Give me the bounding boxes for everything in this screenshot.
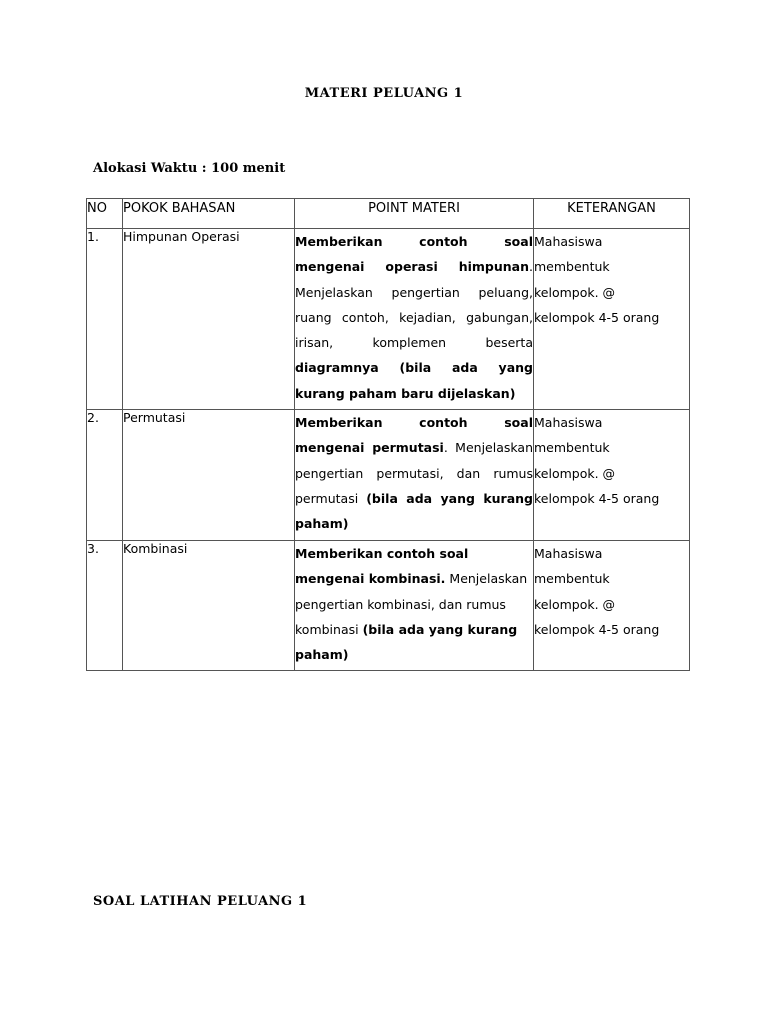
notes-line: membentuk — [534, 259, 610, 275]
material-text: . Menjelaskan pengertian peluang, ruang contoh, kejadian, gabungan, irisan, komplemen beserta — [295, 259, 533, 351]
notes-line: kelompok 4-5 orang — [534, 621, 660, 637]
row-material — [295, 541, 534, 671]
material-text: Menjelaskan pengertian kombinasi, dan rumus kombinasi — [295, 571, 528, 637]
row-topic: Permutasi — [123, 410, 295, 541]
material-text: . Menjelaskan pengertian permutasi, dan rumus permutasi — [295, 440, 533, 506]
materi-table — [86, 198, 690, 671]
header-keterangan: KETERANGAN — [534, 199, 690, 229]
row-notes — [534, 410, 690, 541]
notes-line: kelompok. @ — [534, 465, 616, 481]
notes-line: Mahasiswa — [534, 234, 603, 249]
material-bold-note: diagramnya (bila ada yang kurang paham baru dijelaskan) — [295, 360, 533, 401]
notes-line: membentuk — [534, 440, 610, 456]
notes-line: membentuk — [534, 571, 610, 587]
row-notes — [534, 541, 690, 671]
material-bold-note: (bila ada yang kurang paham) — [295, 490, 533, 532]
notes-line: kelompok 4-5 orang — [534, 490, 660, 506]
material-bold-lead: Memberikan contoh soal mengenai operasi himpunan — [295, 234, 533, 275]
material-bold-lead: Memberikan contoh soal mengenai kombinasi. — [295, 546, 469, 587]
page-title: MATERI PELUANG 1 — [304, 86, 464, 101]
row-material — [295, 229, 534, 410]
row-number: 3. — [87, 541, 123, 671]
header-point-materi: POINT MATERI — [295, 199, 534, 229]
time-allocation: Alokasi Waktu : 100 menit — [93, 161, 286, 176]
notes-line: kelompok. @ — [534, 284, 616, 300]
row-topic: Himpunan Operasi — [123, 229, 295, 410]
notes-line: kelompok 4-5 orang — [534, 309, 660, 325]
notes-line: Mahasiswa — [534, 415, 603, 430]
material-bold-lead: Memberikan contoh soal mengenai permutasi — [295, 415, 533, 456]
table-row — [87, 410, 690, 541]
notes-line: Mahasiswa — [534, 546, 603, 561]
table-row — [87, 541, 690, 671]
row-topic: Kombinasi — [123, 541, 295, 671]
header-no: NO — [87, 199, 123, 229]
row-number: 1. — [87, 229, 123, 410]
material-bold-note: (bila ada yang kurang paham) — [295, 621, 518, 663]
table-header-row — [87, 199, 690, 229]
row-number: 2. — [87, 410, 123, 541]
notes-line: kelompok. @ — [534, 596, 616, 612]
table-row — [87, 229, 690, 410]
section-title: SOAL LATIHAN PELUANG 1 — [93, 894, 308, 909]
row-material — [295, 410, 534, 541]
header-pokok-bahasan: POKOK BAHASAN — [123, 199, 295, 229]
row-notes — [534, 229, 690, 410]
